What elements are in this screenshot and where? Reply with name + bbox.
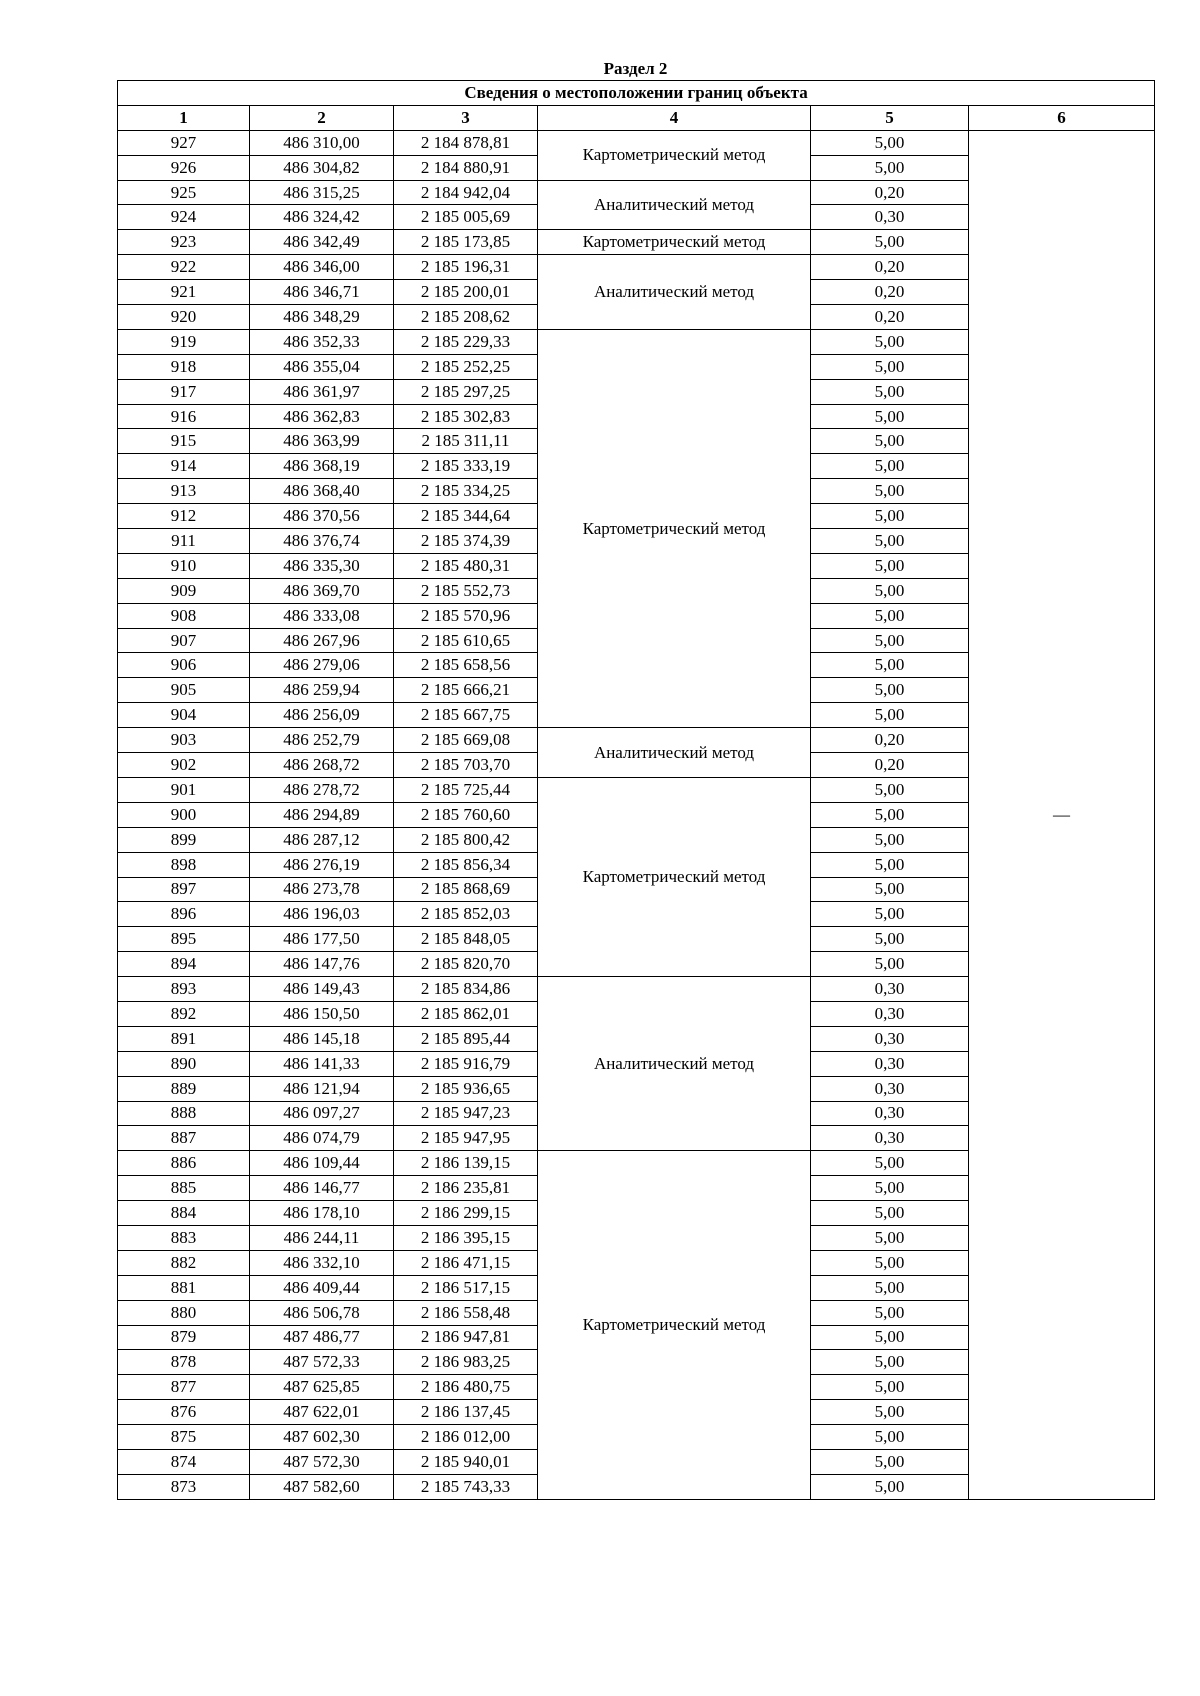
- cell-coordinate-y: 2 186 983,25: [394, 1350, 538, 1375]
- cell-accuracy: 5,00: [811, 1350, 969, 1375]
- cell-method: Аналитический метод: [538, 977, 811, 1151]
- cell-accuracy: 0,30: [811, 1101, 969, 1126]
- cell-coordinate-x: 486 342,49: [250, 230, 394, 255]
- cell-coordinate-x: 486 346,00: [250, 255, 394, 280]
- cell-coordinate-x: 487 486,77: [250, 1325, 394, 1350]
- cell-coordinate-y: 2 185 936,65: [394, 1076, 538, 1101]
- cell-accuracy: 5,00: [811, 1300, 969, 1325]
- cell-coordinate-y: 2 185 005,69: [394, 205, 538, 230]
- cell-coordinate-x: 486 279,06: [250, 653, 394, 678]
- cell-coordinate-x: 486 362,83: [250, 404, 394, 429]
- cell-coordinate-y: 2 185 947,95: [394, 1126, 538, 1151]
- cell-point-number: 885: [118, 1176, 250, 1201]
- cell-point-number: 886: [118, 1151, 250, 1176]
- cell-accuracy: 5,00: [811, 1225, 969, 1250]
- cell-coordinate-y: 2 186 471,15: [394, 1250, 538, 1275]
- section-title: Раздел 2: [603, 59, 668, 78]
- cell-coordinate-y: 2 185 820,70: [394, 952, 538, 977]
- cell-point-number: 910: [118, 553, 250, 578]
- cell-coordinate-x: 486 361,97: [250, 379, 394, 404]
- cell-coordinate-y: 2 185 862,01: [394, 1001, 538, 1026]
- cell-point-number: 873: [118, 1474, 250, 1499]
- boundary-table: [117, 80, 1155, 1500]
- cell-accuracy: 5,00: [811, 877, 969, 902]
- cell-coordinate-y: 2 185 800,42: [394, 827, 538, 852]
- cell-point-number: 905: [118, 678, 250, 703]
- cell-point-number: 883: [118, 1225, 250, 1250]
- cell-method: Аналитический метод: [538, 728, 811, 778]
- cell-coordinate-y: 2 185 297,25: [394, 379, 538, 404]
- cell-accuracy: 5,00: [811, 454, 969, 479]
- cell-accuracy: 5,00: [811, 553, 969, 578]
- cell-accuracy: 5,00: [811, 1275, 969, 1300]
- cell-coordinate-y: 2 185 848,05: [394, 927, 538, 952]
- cell-coordinate-x: 486 287,12: [250, 827, 394, 852]
- cell-coordinate-x: 486 244,11: [250, 1225, 394, 1250]
- cell-point-number: 913: [118, 479, 250, 504]
- cell-coordinate-x: 486 097,27: [250, 1101, 394, 1126]
- cell-coordinate-y: 2 185 334,25: [394, 479, 538, 504]
- cell-accuracy: 5,00: [811, 429, 969, 454]
- column-header-1: 1: [118, 105, 250, 130]
- cell-coordinate-y: 2 185 229,33: [394, 329, 538, 354]
- cell-point-number: 875: [118, 1425, 250, 1450]
- cell-coordinate-y: 2 185 302,83: [394, 404, 538, 429]
- cell-accuracy: 5,00: [811, 155, 969, 180]
- cell-point-number: 908: [118, 603, 250, 628]
- cell-accuracy: 5,00: [811, 504, 969, 529]
- cell-coordinate-y: 2 185 895,44: [394, 1026, 538, 1051]
- cell-coordinate-x: 486 368,40: [250, 479, 394, 504]
- cell-accuracy: 0,30: [811, 1126, 969, 1151]
- table-title: Сведения о местоположении границ объекта: [118, 81, 1155, 106]
- cell-point-number: 892: [118, 1001, 250, 1026]
- cell-coordinate-y: 2 185 947,23: [394, 1101, 538, 1126]
- cell-point-number: 874: [118, 1449, 250, 1474]
- cell-coordinate-x: 486 346,71: [250, 280, 394, 305]
- cell-method: Картометрический метод: [538, 1151, 811, 1499]
- cell-coordinate-y: 2 186 012,00: [394, 1425, 538, 1450]
- cell-point-number: 890: [118, 1051, 250, 1076]
- cell-method: Аналитический метод: [538, 180, 811, 230]
- cell-point-number: 876: [118, 1400, 250, 1425]
- cell-point-number: 888: [118, 1101, 250, 1126]
- cell-coordinate-y: 2 185 725,44: [394, 777, 538, 802]
- cell-accuracy: 5,00: [811, 578, 969, 603]
- column-header-3: 3: [394, 105, 538, 130]
- cell-coordinate-x: 486 141,33: [250, 1051, 394, 1076]
- cell-point-number: 916: [118, 404, 250, 429]
- cell-accuracy: 5,00: [811, 404, 969, 429]
- cell-coordinate-x: 486 324,42: [250, 205, 394, 230]
- cell-coordinate-y: 2 185 852,03: [394, 902, 538, 927]
- cell-accuracy: 5,00: [811, 952, 969, 977]
- cell-accuracy: 0,20: [811, 280, 969, 305]
- cell-accuracy: 5,00: [811, 479, 969, 504]
- cell-coordinate-y: 2 185 196,31: [394, 255, 538, 280]
- cell-accuracy: 5,00: [811, 230, 969, 255]
- cell-point-number: 914: [118, 454, 250, 479]
- cell-accuracy: 5,00: [811, 1151, 969, 1176]
- cell-accuracy: 0,30: [811, 1051, 969, 1076]
- cell-point-number: 898: [118, 852, 250, 877]
- cell-point-number: 895: [118, 927, 250, 952]
- document-sheet: [117, 58, 1154, 1500]
- cell-accuracy: 5,00: [811, 354, 969, 379]
- cell-point-number: 901: [118, 777, 250, 802]
- column-header-5: 5: [811, 105, 969, 130]
- cell-coordinate-x: 486 256,09: [250, 703, 394, 728]
- cell-point-number: 921: [118, 280, 250, 305]
- cell-point-number: 879: [118, 1325, 250, 1350]
- cell-point-number: 882: [118, 1250, 250, 1275]
- cell-coordinate-x: 486 074,79: [250, 1126, 394, 1151]
- cell-point-number: 923: [118, 230, 250, 255]
- cell-point-number: 878: [118, 1350, 250, 1375]
- cell-coordinate-x: 486 149,43: [250, 977, 394, 1002]
- cell-method: Картометрический метод: [538, 777, 811, 976]
- cell-coordinate-x: 486 146,77: [250, 1176, 394, 1201]
- cell-coordinate-x: 486 278,72: [250, 777, 394, 802]
- cell-point-number: 900: [118, 802, 250, 827]
- cell-point-number: 925: [118, 180, 250, 205]
- cell-coordinate-x: 486 304,82: [250, 155, 394, 180]
- cell-accuracy: 0,30: [811, 1076, 969, 1101]
- cell-point-number: 877: [118, 1375, 250, 1400]
- cell-coordinate-x: 486 267,96: [250, 628, 394, 653]
- cell-accuracy: 0,30: [811, 1026, 969, 1051]
- cell-point-number: 927: [118, 130, 250, 155]
- cell-point-number: 897: [118, 877, 250, 902]
- cell-accuracy: 5,00: [811, 1201, 969, 1226]
- cell-point-number: 899: [118, 827, 250, 852]
- cell-accuracy: 5,00: [811, 653, 969, 678]
- cell-coordinate-x: 486 376,74: [250, 529, 394, 554]
- cell-method: Картометрический метод: [538, 130, 811, 180]
- cell-coordinate-x: 487 572,30: [250, 1449, 394, 1474]
- cell-coordinate-y: 2 184 880,91: [394, 155, 538, 180]
- cell-coordinate-x: 486 370,56: [250, 504, 394, 529]
- table-title-row: [118, 81, 1155, 106]
- cell-point-number: 894: [118, 952, 250, 977]
- cell-coordinate-y: 2 185 552,73: [394, 578, 538, 603]
- cell-point-number: 920: [118, 305, 250, 330]
- cell-coordinate-y: 2 185 856,34: [394, 852, 538, 877]
- cell-accuracy: 5,00: [811, 603, 969, 628]
- cell-point-number: 891: [118, 1026, 250, 1051]
- table-row: [118, 130, 1155, 155]
- cell-point-number: 903: [118, 728, 250, 753]
- cell-coordinate-y: 2 185 669,08: [394, 728, 538, 753]
- cell-accuracy: 5,00: [811, 1425, 969, 1450]
- cell-point-number: 926: [118, 155, 250, 180]
- cell-coordinate-x: 486 177,50: [250, 927, 394, 952]
- cell-accuracy: 5,00: [811, 1176, 969, 1201]
- cell-coordinate-y: 2 185 868,69: [394, 877, 538, 902]
- cell-coordinate-x: 486 348,29: [250, 305, 394, 330]
- cell-accuracy: 5,00: [811, 379, 969, 404]
- cell-point-number: 918: [118, 354, 250, 379]
- cell-method: Картометрический метод: [538, 230, 811, 255]
- table-body: [118, 130, 1155, 1499]
- cell-accuracy: 5,00: [811, 529, 969, 554]
- cell-coordinate-y: 2 185 834,86: [394, 977, 538, 1002]
- cell-coordinate-x: 486 315,25: [250, 180, 394, 205]
- cell-coordinate-y: 2 186 137,45: [394, 1400, 538, 1425]
- cell-coordinate-y: 2 185 344,64: [394, 504, 538, 529]
- cell-point-number: 915: [118, 429, 250, 454]
- cell-coordinate-y: 2 186 558,48: [394, 1300, 538, 1325]
- cell-accuracy: 5,00: [811, 927, 969, 952]
- cell-coordinate-y: 2 185 333,19: [394, 454, 538, 479]
- cell-point-number: 911: [118, 529, 250, 554]
- cell-column-6: —: [969, 130, 1155, 1499]
- cell-accuracy: 0,20: [811, 180, 969, 205]
- cell-accuracy: 5,00: [811, 852, 969, 877]
- cell-coordinate-x: 487 622,01: [250, 1400, 394, 1425]
- cell-coordinate-y: 2 185 311,11: [394, 429, 538, 454]
- cell-point-number: 906: [118, 653, 250, 678]
- column-header-4: 4: [538, 105, 811, 130]
- cell-coordinate-y: 2 185 667,75: [394, 703, 538, 728]
- cell-accuracy: 5,00: [811, 1449, 969, 1474]
- cell-coordinate-y: 2 185 252,25: [394, 354, 538, 379]
- cell-coordinate-y: 2 186 517,15: [394, 1275, 538, 1300]
- cell-coordinate-y: 2 186 139,15: [394, 1151, 538, 1176]
- cell-coordinate-x: 486 196,03: [250, 902, 394, 927]
- cell-accuracy: 0,20: [811, 753, 969, 778]
- cell-coordinate-x: 487 572,33: [250, 1350, 394, 1375]
- cell-coordinate-y: 2 185 658,56: [394, 653, 538, 678]
- cell-coordinate-x: 486 145,18: [250, 1026, 394, 1051]
- cell-coordinate-y: 2 185 760,60: [394, 802, 538, 827]
- cell-coordinate-x: 486 276,19: [250, 852, 394, 877]
- cell-coordinate-x: 486 109,44: [250, 1151, 394, 1176]
- cell-method: Картометрический метод: [538, 329, 811, 727]
- cell-coordinate-x: 486 178,10: [250, 1201, 394, 1226]
- cell-accuracy: 5,00: [811, 827, 969, 852]
- cell-point-number: 884: [118, 1201, 250, 1226]
- cell-accuracy: 5,00: [811, 678, 969, 703]
- cell-coordinate-x: 486 352,33: [250, 329, 394, 354]
- cell-accuracy: 0,20: [811, 305, 969, 330]
- column-header-row: [118, 105, 1155, 130]
- cell-coordinate-y: 2 185 570,96: [394, 603, 538, 628]
- cell-accuracy: 5,00: [811, 1474, 969, 1499]
- column-header-6: 6: [969, 105, 1155, 130]
- cell-point-number: 904: [118, 703, 250, 728]
- cell-coordinate-y: 2 185 173,85: [394, 230, 538, 255]
- cell-point-number: 881: [118, 1275, 250, 1300]
- cell-accuracy: 0,30: [811, 205, 969, 230]
- cell-accuracy: 0,20: [811, 728, 969, 753]
- cell-accuracy: 5,00: [811, 777, 969, 802]
- cell-coordinate-x: 486 355,04: [250, 354, 394, 379]
- cell-coordinate-x: 486 333,08: [250, 603, 394, 628]
- cell-coordinate-y: 2 184 878,81: [394, 130, 538, 155]
- cell-coordinate-y: 2 186 395,15: [394, 1225, 538, 1250]
- cell-coordinate-y: 2 185 916,79: [394, 1051, 538, 1076]
- cell-coordinate-x: 486 294,89: [250, 802, 394, 827]
- cell-point-number: 907: [118, 628, 250, 653]
- cell-accuracy: 5,00: [811, 1400, 969, 1425]
- cell-coordinate-x: 486 121,94: [250, 1076, 394, 1101]
- cell-point-number: 902: [118, 753, 250, 778]
- cell-coordinate-y: 2 185 200,01: [394, 280, 538, 305]
- cell-coordinate-x: 486 369,70: [250, 578, 394, 603]
- cell-coordinate-x: 486 332,10: [250, 1250, 394, 1275]
- column-header-2: 2: [250, 105, 394, 130]
- cell-accuracy: 0,30: [811, 1001, 969, 1026]
- cell-coordinate-y: 2 185 666,21: [394, 678, 538, 703]
- cell-coordinate-x: 486 310,00: [250, 130, 394, 155]
- cell-coordinate-x: 486 368,19: [250, 454, 394, 479]
- cell-point-number: 924: [118, 205, 250, 230]
- cell-coordinate-y: 2 185 703,70: [394, 753, 538, 778]
- cell-accuracy: 5,00: [811, 329, 969, 354]
- cell-point-number: 922: [118, 255, 250, 280]
- cell-point-number: 889: [118, 1076, 250, 1101]
- cell-accuracy: 5,00: [811, 1325, 969, 1350]
- cell-coordinate-x: 487 602,30: [250, 1425, 394, 1450]
- cell-coordinate-y: 2 185 480,31: [394, 553, 538, 578]
- cell-point-number: 909: [118, 578, 250, 603]
- cell-coordinate-x: 486 506,78: [250, 1300, 394, 1325]
- cell-coordinate-y: 2 186 235,81: [394, 1176, 538, 1201]
- cell-point-number: 896: [118, 902, 250, 927]
- cell-coordinate-y: 2 185 743,33: [394, 1474, 538, 1499]
- cell-method: Аналитический метод: [538, 255, 811, 330]
- cell-accuracy: 0,20: [811, 255, 969, 280]
- cell-coordinate-y: 2 185 374,39: [394, 529, 538, 554]
- cell-point-number: 917: [118, 379, 250, 404]
- cell-coordinate-y: 2 186 299,15: [394, 1201, 538, 1226]
- cell-point-number: 893: [118, 977, 250, 1002]
- cell-point-number: 880: [118, 1300, 250, 1325]
- cell-coordinate-y: 2 186 480,75: [394, 1375, 538, 1400]
- cell-accuracy: 5,00: [811, 802, 969, 827]
- cell-point-number: 887: [118, 1126, 250, 1151]
- cell-coordinate-x: 486 363,99: [250, 429, 394, 454]
- cell-accuracy: 5,00: [811, 902, 969, 927]
- cell-coordinate-x: 486 252,79: [250, 728, 394, 753]
- cell-coordinate-x: 487 625,85: [250, 1375, 394, 1400]
- cell-coordinate-y: 2 185 610,65: [394, 628, 538, 653]
- cell-coordinate-x: 486 147,76: [250, 952, 394, 977]
- cell-coordinate-y: 2 184 942,04: [394, 180, 538, 205]
- cell-coordinate-x: 487 582,60: [250, 1474, 394, 1499]
- cell-point-number: 919: [118, 329, 250, 354]
- cell-coordinate-y: 2 186 947,81: [394, 1325, 538, 1350]
- cell-coordinate-x: 486 273,78: [250, 877, 394, 902]
- cell-coordinate-x: 486 150,50: [250, 1001, 394, 1026]
- cell-coordinate-y: 2 185 940,01: [394, 1449, 538, 1474]
- cell-coordinate-x: 486 409,44: [250, 1275, 394, 1300]
- cell-coordinate-y: 2 185 208,62: [394, 305, 538, 330]
- cell-accuracy: 5,00: [811, 1250, 969, 1275]
- cell-coordinate-x: 486 259,94: [250, 678, 394, 703]
- cell-accuracy: 5,00: [811, 130, 969, 155]
- cell-coordinate-x: 486 335,30: [250, 553, 394, 578]
- cell-accuracy: 5,00: [811, 628, 969, 653]
- cell-accuracy: 5,00: [811, 1375, 969, 1400]
- cell-accuracy: 5,00: [811, 703, 969, 728]
- cell-point-number: 912: [118, 504, 250, 529]
- cell-accuracy: 0,30: [811, 977, 969, 1002]
- cell-coordinate-x: 486 268,72: [250, 753, 394, 778]
